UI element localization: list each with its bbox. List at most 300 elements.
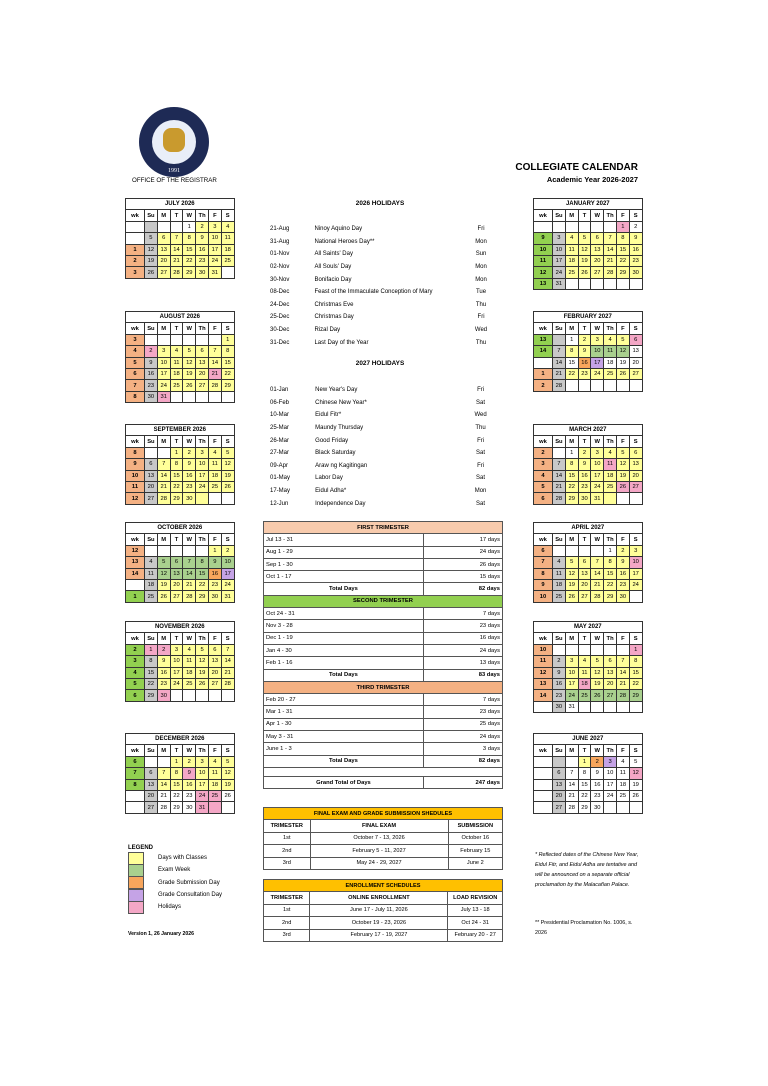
day-cell: 14 (553, 470, 566, 481)
day-head: W (183, 436, 196, 447)
day-head: T (578, 436, 591, 447)
holiday-name: All Saints' Day (314, 251, 353, 258)
day-cell (629, 493, 642, 504)
day-cell: 8 (565, 459, 578, 470)
day-cell: 29 (183, 267, 196, 278)
day-cell: 9 (196, 233, 209, 244)
day-cell (578, 380, 591, 391)
day-cell: 2 (183, 447, 196, 458)
month-title: JUNE 2027 (534, 734, 643, 745)
day-cell: 20 (629, 357, 642, 368)
day-cell: 27 (553, 802, 566, 813)
holiday-date: 02-Nov (270, 264, 290, 271)
day-cell: 15 (616, 244, 629, 255)
day-cell: 16 (208, 568, 221, 579)
day-cell: 3 (553, 233, 566, 244)
day-cell: 4 (145, 557, 158, 568)
legend-item (128, 877, 222, 889)
day-cell (208, 690, 221, 701)
day-cell (170, 545, 183, 556)
day-cell: 17 (196, 470, 209, 481)
day-cell: 28 (157, 493, 170, 504)
grand-total-label: Grand Total of Days (264, 776, 424, 788)
day-cell: 31 (196, 802, 209, 813)
total-label: Total Days (264, 583, 424, 595)
day-cell: 13 (629, 459, 642, 470)
day-cell: 31 (591, 493, 604, 504)
schedule-head: FINAL EXAM (310, 820, 448, 832)
week-number: 5 (126, 678, 145, 689)
day-head: F (208, 210, 221, 221)
holiday-date: 10-Mar (270, 412, 290, 419)
holiday-name: New Year's Day (315, 387, 358, 394)
day-cell (145, 221, 158, 232)
day-cell: 22 (629, 678, 642, 689)
day-cell: 21 (208, 368, 221, 379)
day-cell: 26 (565, 591, 578, 602)
total-label: Total Days (264, 669, 424, 681)
day-cell: 3 (157, 346, 170, 357)
day-cell: 28 (553, 380, 566, 391)
week-number: 12 (126, 493, 145, 504)
trimester-days: 24 days (423, 546, 502, 558)
day-cell: 25 (565, 267, 578, 278)
trimester-range: Aug 1 - 29 (264, 546, 424, 558)
day-cell: 30 (616, 591, 629, 602)
day-cell: 22 (604, 579, 617, 590)
holiday-date: 30-Dec (270, 327, 290, 334)
week-number: 3 (126, 656, 145, 667)
holiday-name: Christmas Day (314, 314, 354, 321)
day-head: S (629, 436, 642, 447)
day-head: Th (196, 745, 209, 756)
holiday-date: 30-Nov (270, 276, 290, 283)
day-cell: 28 (170, 267, 183, 278)
day-cell: 8 (221, 346, 234, 357)
day-cell: 1 (565, 334, 578, 345)
day-cell: 10 (565, 667, 578, 678)
day-cell: 26 (221, 790, 234, 801)
day-cell: 14 (565, 779, 578, 790)
schedule-cell: October 16 (448, 832, 502, 844)
day-head: F (616, 436, 629, 447)
day-cell: 18 (145, 579, 158, 590)
day-cell (157, 447, 170, 458)
day-cell (604, 278, 617, 289)
week-number: 14 (534, 690, 553, 701)
holiday-date: 17-May (270, 488, 291, 495)
trimester-range: Feb 1 - 16 (264, 657, 424, 669)
day-cell: 22 (170, 790, 183, 801)
trimester-days: 13 days (423, 657, 502, 669)
day-cell: 15 (183, 244, 196, 255)
day-head: T (578, 534, 591, 545)
day-cell: 6 (157, 233, 170, 244)
day-cell: 2 (553, 656, 566, 667)
day-cell: 19 (183, 368, 196, 379)
day-cell: 23 (145, 380, 158, 391)
day-cell: 2 (616, 545, 629, 556)
day-cell: 3 (629, 545, 642, 556)
day-head: Su (553, 745, 566, 756)
holidays-2027-table (270, 384, 500, 510)
schedule-title: FINAL EXAM AND GRADE SUBMISSION SHEDULES (264, 808, 503, 820)
day-cell: 29 (604, 591, 617, 602)
day-cell: 12 (616, 459, 629, 470)
day-cell: 21 (183, 579, 196, 590)
day-cell (145, 447, 158, 458)
day-cell: 15 (170, 779, 183, 790)
day-cell: 6 (629, 447, 642, 458)
day-cell: 11 (183, 656, 196, 667)
day-cell: 23 (157, 678, 170, 689)
day-cell: 30 (629, 267, 642, 278)
day-cell: 10 (629, 557, 642, 568)
day-cell (183, 391, 196, 402)
day-cell: 30 (591, 802, 604, 813)
day-cell: 30 (183, 493, 196, 504)
day-head: S (221, 210, 234, 221)
day-cell: 6 (196, 346, 209, 357)
schedule-cell: February 5 - 11, 2027 (310, 845, 448, 857)
day-cell: 5 (221, 447, 234, 458)
day-cell: 4 (578, 656, 591, 667)
day-cell: 24 (157, 380, 170, 391)
day-cell: 9 (629, 233, 642, 244)
day-cell: 12 (183, 357, 196, 368)
day-cell (629, 591, 642, 602)
day-cell: 8 (616, 233, 629, 244)
holiday-name: Labor Day (315, 475, 343, 482)
day-cell: 6 (170, 557, 183, 568)
day-cell: 20 (591, 255, 604, 266)
day-cell: 1 (604, 545, 617, 556)
week-number (534, 701, 553, 712)
day-cell: 2 (145, 346, 158, 357)
trimester-days: 17 days (423, 534, 502, 546)
holiday-name: Araw ng Kagitingan (315, 462, 368, 469)
day-cell: 14 (616, 667, 629, 678)
day-head: wk (126, 210, 145, 221)
month-title: DECEMBER 2026 (126, 734, 235, 745)
legend-item (128, 901, 222, 913)
calendar-sep (125, 424, 235, 505)
holiday-weekday: Fri (477, 314, 485, 321)
day-cell: 25 (170, 380, 183, 391)
holiday-date: 25-Mar (270, 425, 290, 432)
day-cell: 12 (221, 768, 234, 779)
holiday-date: 08-Dec (270, 289, 290, 296)
day-cell: 20 (196, 368, 209, 379)
day-cell: 25 (616, 790, 629, 801)
day-cell (170, 334, 183, 345)
holiday-name: Eidul Fitr* (315, 412, 342, 419)
day-cell: 15 (629, 667, 642, 678)
day-head: wk (534, 210, 553, 221)
day-head: wk (534, 745, 553, 756)
day-cell: 17 (604, 779, 617, 790)
week-number: 6 (534, 493, 553, 504)
day-cell: 25 (183, 678, 196, 689)
day-head: Su (553, 436, 566, 447)
day-cell: 31 (565, 701, 578, 712)
day-cell: 25 (221, 255, 234, 266)
day-cell: 3 (208, 221, 221, 232)
calendar-nov (125, 621, 235, 702)
day-cell: 30 (553, 701, 566, 712)
day-head: Su (553, 633, 566, 644)
day-cell: 7 (591, 557, 604, 568)
day-cell: 11 (208, 459, 221, 470)
day-cell: 18 (604, 357, 617, 368)
day-cell: 30 (196, 267, 209, 278)
day-head: F (616, 323, 629, 334)
holiday-weekday: Thu (475, 425, 486, 432)
day-head: wk (534, 534, 553, 545)
day-cell: 11 (145, 568, 158, 579)
schedule-cell: February 15 (448, 845, 502, 857)
week-number: 3 (534, 459, 553, 470)
day-cell (578, 644, 591, 655)
day-cell: 19 (565, 579, 578, 590)
day-head: F (616, 210, 629, 221)
day-cell: 4 (604, 447, 617, 458)
day-cell (604, 380, 617, 391)
day-head: W (183, 323, 196, 334)
day-cell: 19 (578, 255, 591, 266)
day-cell (196, 545, 209, 556)
week-number: 7 (534, 557, 553, 568)
day-cell: 6 (145, 459, 158, 470)
schedule-cell: June 17 - July 11, 2026 (310, 904, 448, 916)
day-cell: 5 (616, 447, 629, 458)
day-cell: 27 (170, 591, 183, 602)
enrollment-table (263, 879, 503, 942)
day-cell: 5 (145, 233, 158, 244)
week-number: 5 (126, 357, 145, 368)
week-number (126, 221, 145, 232)
day-cell: 6 (591, 233, 604, 244)
total-days: 82 days (423, 583, 502, 595)
day-cell: 6 (604, 656, 617, 667)
day-cell: 16 (578, 470, 591, 481)
day-cell: 1 (183, 221, 196, 232)
day-cell (221, 802, 234, 813)
day-head: Th (196, 323, 209, 334)
legend-swatch (128, 901, 144, 914)
week-number (534, 779, 553, 790)
day-head: M (565, 745, 578, 756)
day-head: T (170, 323, 183, 334)
day-cell: 8 (170, 459, 183, 470)
day-cell: 16 (553, 678, 566, 689)
day-cell: 20 (578, 579, 591, 590)
week-number: 9 (126, 459, 145, 470)
day-cell (629, 278, 642, 289)
day-cell: 26 (183, 380, 196, 391)
day-cell (604, 493, 617, 504)
day-cell: 9 (183, 768, 196, 779)
trimester-range: Jan 4 - 30 (264, 644, 424, 656)
day-cell: 23 (183, 790, 196, 801)
day-head: wk (126, 745, 145, 756)
day-cell: 28 (208, 380, 221, 391)
legend-label: Grade Consultation Day (158, 892, 223, 899)
day-cell: 21 (170, 255, 183, 266)
day-cell (553, 334, 566, 345)
day-cell: 3 (196, 756, 209, 767)
day-cell: 2 (578, 334, 591, 345)
week-number: 4 (126, 346, 145, 357)
day-cell: 4 (208, 447, 221, 458)
day-cell: 27 (591, 267, 604, 278)
day-cell: 24 (170, 678, 183, 689)
day-head: W (183, 633, 196, 644)
week-number: 12 (534, 667, 553, 678)
day-head: W (183, 534, 196, 545)
day-cell: 8 (196, 557, 209, 568)
day-cell (170, 221, 183, 232)
day-cell (208, 334, 221, 345)
day-cell: 12 (196, 656, 209, 667)
day-cell: 2 (578, 447, 591, 458)
day-cell: 23 (578, 481, 591, 492)
holiday-date: 26-Mar (270, 437, 290, 444)
day-head: M (157, 323, 170, 334)
schedule-head: SUBMISSION (448, 820, 502, 832)
day-cell: 27 (578, 591, 591, 602)
day-cell: 7 (604, 233, 617, 244)
week-number: 13 (534, 334, 553, 345)
day-cell: 9 (591, 768, 604, 779)
trimester-range: Feb 20 - 27 (264, 694, 424, 706)
week-number: 4 (126, 667, 145, 678)
day-cell: 17 (221, 568, 234, 579)
day-cell: 27 (145, 802, 158, 813)
day-head: Su (145, 534, 158, 545)
holiday-date: 27-Mar (270, 450, 290, 457)
schedule-cell: June 2 (448, 857, 502, 869)
week-number: 10 (534, 244, 553, 255)
week-number: 9 (534, 579, 553, 590)
day-cell: 8 (145, 656, 158, 667)
day-cell: 29 (565, 493, 578, 504)
day-cell (629, 380, 642, 391)
day-cell: 1 (145, 644, 158, 655)
day-head: M (157, 745, 170, 756)
day-cell: 16 (578, 357, 591, 368)
day-head: M (565, 436, 578, 447)
holiday-name: Chinese New Year* (315, 399, 367, 406)
holiday-weekday: Wed (474, 412, 487, 419)
month-title: SEPTEMBER 2026 (126, 425, 235, 436)
day-cell: 10 (157, 357, 170, 368)
holiday-weekday: Sat (476, 500, 486, 507)
day-cell: 7 (157, 768, 170, 779)
holidays-2027-title: 2027 HOLIDAYS (355, 360, 405, 367)
day-cell: 7 (170, 233, 183, 244)
day-cell: 20 (157, 255, 170, 266)
trimester-range: Apr 1 - 30 (264, 718, 424, 730)
day-head: Th (604, 210, 617, 221)
day-cell: 11 (578, 667, 591, 678)
calendar-jun (533, 733, 643, 814)
day-cell: 22 (145, 678, 158, 689)
day-cell (591, 221, 604, 232)
day-cell (208, 391, 221, 402)
day-cell (196, 391, 209, 402)
day-cell (629, 802, 642, 813)
day-cell: 28 (157, 802, 170, 813)
day-cell: 5 (565, 557, 578, 568)
day-cell: 6 (208, 644, 221, 655)
total-days: 83 days (423, 669, 502, 681)
trimester-range: Nov 3 - 28 (264, 620, 424, 632)
day-cell (565, 221, 578, 232)
holiday-name: Last Day of the Year (314, 339, 369, 346)
day-cell: 4 (208, 756, 221, 767)
day-cell: 5 (591, 656, 604, 667)
day-cell: 3 (196, 447, 209, 458)
day-head: M (565, 633, 578, 644)
day-cell (553, 756, 566, 767)
holiday-weekday: Mon (475, 276, 487, 283)
day-cell: 10 (196, 459, 209, 470)
schedule-head: TRIMESTER (264, 820, 311, 832)
trimester-days: 24 days (423, 644, 502, 656)
day-cell: 9 (616, 557, 629, 568)
day-cell: 10 (170, 656, 183, 667)
day-cell: 10 (604, 768, 617, 779)
holiday-weekday: Fri (477, 226, 485, 233)
logo-year: 1991 (168, 168, 180, 174)
day-cell: 30 (208, 591, 221, 602)
day-cell (604, 644, 617, 655)
day-head: wk (126, 436, 145, 447)
day-cell (565, 756, 578, 767)
week-number: 2 (534, 380, 553, 391)
week-number (534, 756, 553, 767)
holiday-weekday: Mon (474, 488, 487, 495)
day-cell: 20 (604, 678, 617, 689)
trimester-range: Dec 1 - 19 (264, 632, 424, 644)
holiday-weekday: Fri (477, 437, 485, 444)
day-cell: 21 (157, 481, 170, 492)
day-cell: 2 (157, 644, 170, 655)
day-cell: 7 (221, 644, 234, 655)
day-cell: 11 (604, 459, 617, 470)
day-cell: 26 (145, 267, 158, 278)
day-cell: 22 (578, 790, 591, 801)
day-head: W (591, 436, 604, 447)
day-cell: 30 (145, 391, 158, 402)
trimester-days: 26 days (423, 558, 502, 570)
day-cell: 7 (565, 768, 578, 779)
day-head: Su (553, 323, 566, 334)
day-cell: 1 (170, 447, 183, 458)
day-cell: 29 (629, 690, 642, 701)
holiday-name: Feast of the Immaculate Conception of Mary (314, 289, 433, 296)
day-head: M (565, 210, 578, 221)
day-head: T (578, 745, 591, 756)
day-cell (553, 644, 566, 655)
day-cell: 18 (553, 579, 566, 590)
day-cell: 15 (604, 568, 617, 579)
day-cell (145, 334, 158, 345)
legend-item (128, 852, 222, 864)
week-number: 8 (126, 391, 145, 402)
trimester-title: FIRST TRIMESTER (264, 522, 503, 534)
